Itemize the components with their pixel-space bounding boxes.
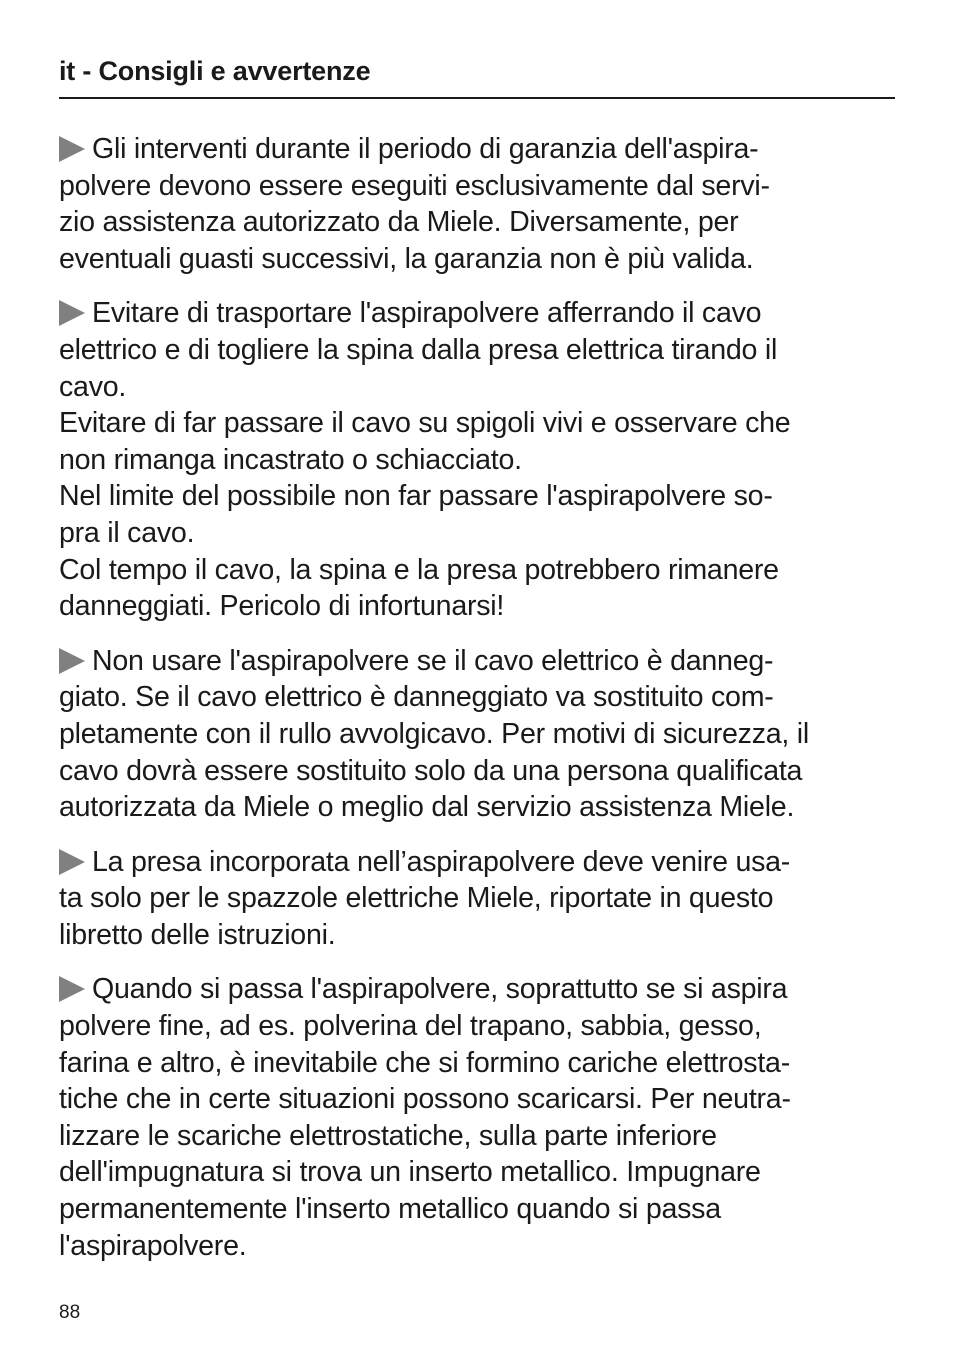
page-header: [59, 52, 895, 99]
paragraph-electrostatic: [59, 971, 899, 1264]
text-line: dell'impugnatura si trova un inserto metallico. Impugnare: [59, 1156, 761, 1189]
page-title: it - Consigli e avvertenze: [59, 56, 371, 86]
text-line: cavo dovrà essere sostituito solo da una persona qualificata: [59, 754, 803, 787]
text-line: La presa incorporata nell’aspirapolvere deve venire usa-: [92, 845, 791, 878]
text-line: Col tempo il cavo, la spina e la presa potrebbero rimanere: [59, 553, 779, 586]
arrow-right-triangle-icon: [59, 136, 85, 162]
text-line: l'aspirapolvere.: [59, 1229, 247, 1262]
arrow-right-triangle-icon: [59, 849, 85, 875]
text-line: Evitare di far passare il cavo su spigoli vivi e osservare che: [59, 407, 791, 440]
arrow-right-triangle-icon: [59, 648, 85, 674]
text-line: Gli interventi durante il periodo di garanzia dell'aspira-: [92, 133, 759, 165]
text-line: ta solo per le spazzole elettriche Miele, riportate in questo: [59, 882, 774, 915]
text-line: polvere fine, ad es. polverina del trapano, sabbia, gesso,: [59, 1010, 762, 1043]
text-line: libretto delle istruzioni.: [59, 918, 336, 951]
text-line: tiche che in certe situazioni possono scaricarsi. Per neutra-: [59, 1083, 791, 1116]
arrow-right-triangle-icon: [59, 976, 85, 1002]
text-line: eventuali guasti successivi, la garanzia non è più valida.: [59, 242, 754, 275]
text-line: Non usare l'aspirapolvere se il cavo elettrico è danneg-: [92, 644, 774, 677]
text-line: farina e altro, è inevitabile che si formino cariche elettrosta-: [59, 1046, 790, 1079]
content-body: [59, 131, 899, 1282]
paragraph-built-in-socket: [59, 844, 899, 954]
text-line: zio assistenza autorizzato da Miele. Diversamente, per: [59, 206, 739, 239]
text-line: lizzare le scariche elettrostatiche, sulla parte inferiore: [59, 1119, 717, 1152]
text-line: Nel limite del possibile non far passare l'aspirapolvere so-: [59, 480, 773, 513]
paragraph-warranty: [59, 131, 899, 277]
text-line: non rimanga incastrato o schiacciato.: [59, 443, 522, 476]
text-line: polvere devono essere eseguiti esclusivamente dal servi-: [59, 169, 770, 202]
paragraph-damaged-cable: [59, 643, 899, 826]
page-number: 88: [59, 1302, 81, 1323]
text-line: cavo.: [59, 370, 127, 403]
text-line: permanentemente l'inserto metallico quando si passa: [59, 1193, 721, 1226]
text-line: danneggiati. Pericolo di infortunarsi!: [59, 590, 505, 623]
text-line: giato. Se il cavo elettrico è danneggiato va sostituito com-: [59, 681, 774, 714]
text-line: elettrico e di togliere la spina dalla presa elettrica tirando il: [59, 333, 778, 366]
paragraph-cable-handling: [59, 295, 899, 624]
text-line: pra il cavo.: [59, 516, 195, 549]
arrow-right-triangle-icon: [59, 300, 85, 326]
text-line: autorizzata da Miele o meglio dal servizio assistenza Miele.: [59, 791, 795, 824]
text-line: Evitare di trasportare l'aspirapolvere afferrando il cavo: [92, 297, 762, 330]
text-line: Quando si passa l'aspirapolvere, soprattutto se si aspira: [92, 973, 788, 1006]
text-line: pletamente con il rullo avvolgicavo. Per motivi di sicurezza, il: [59, 717, 809, 750]
